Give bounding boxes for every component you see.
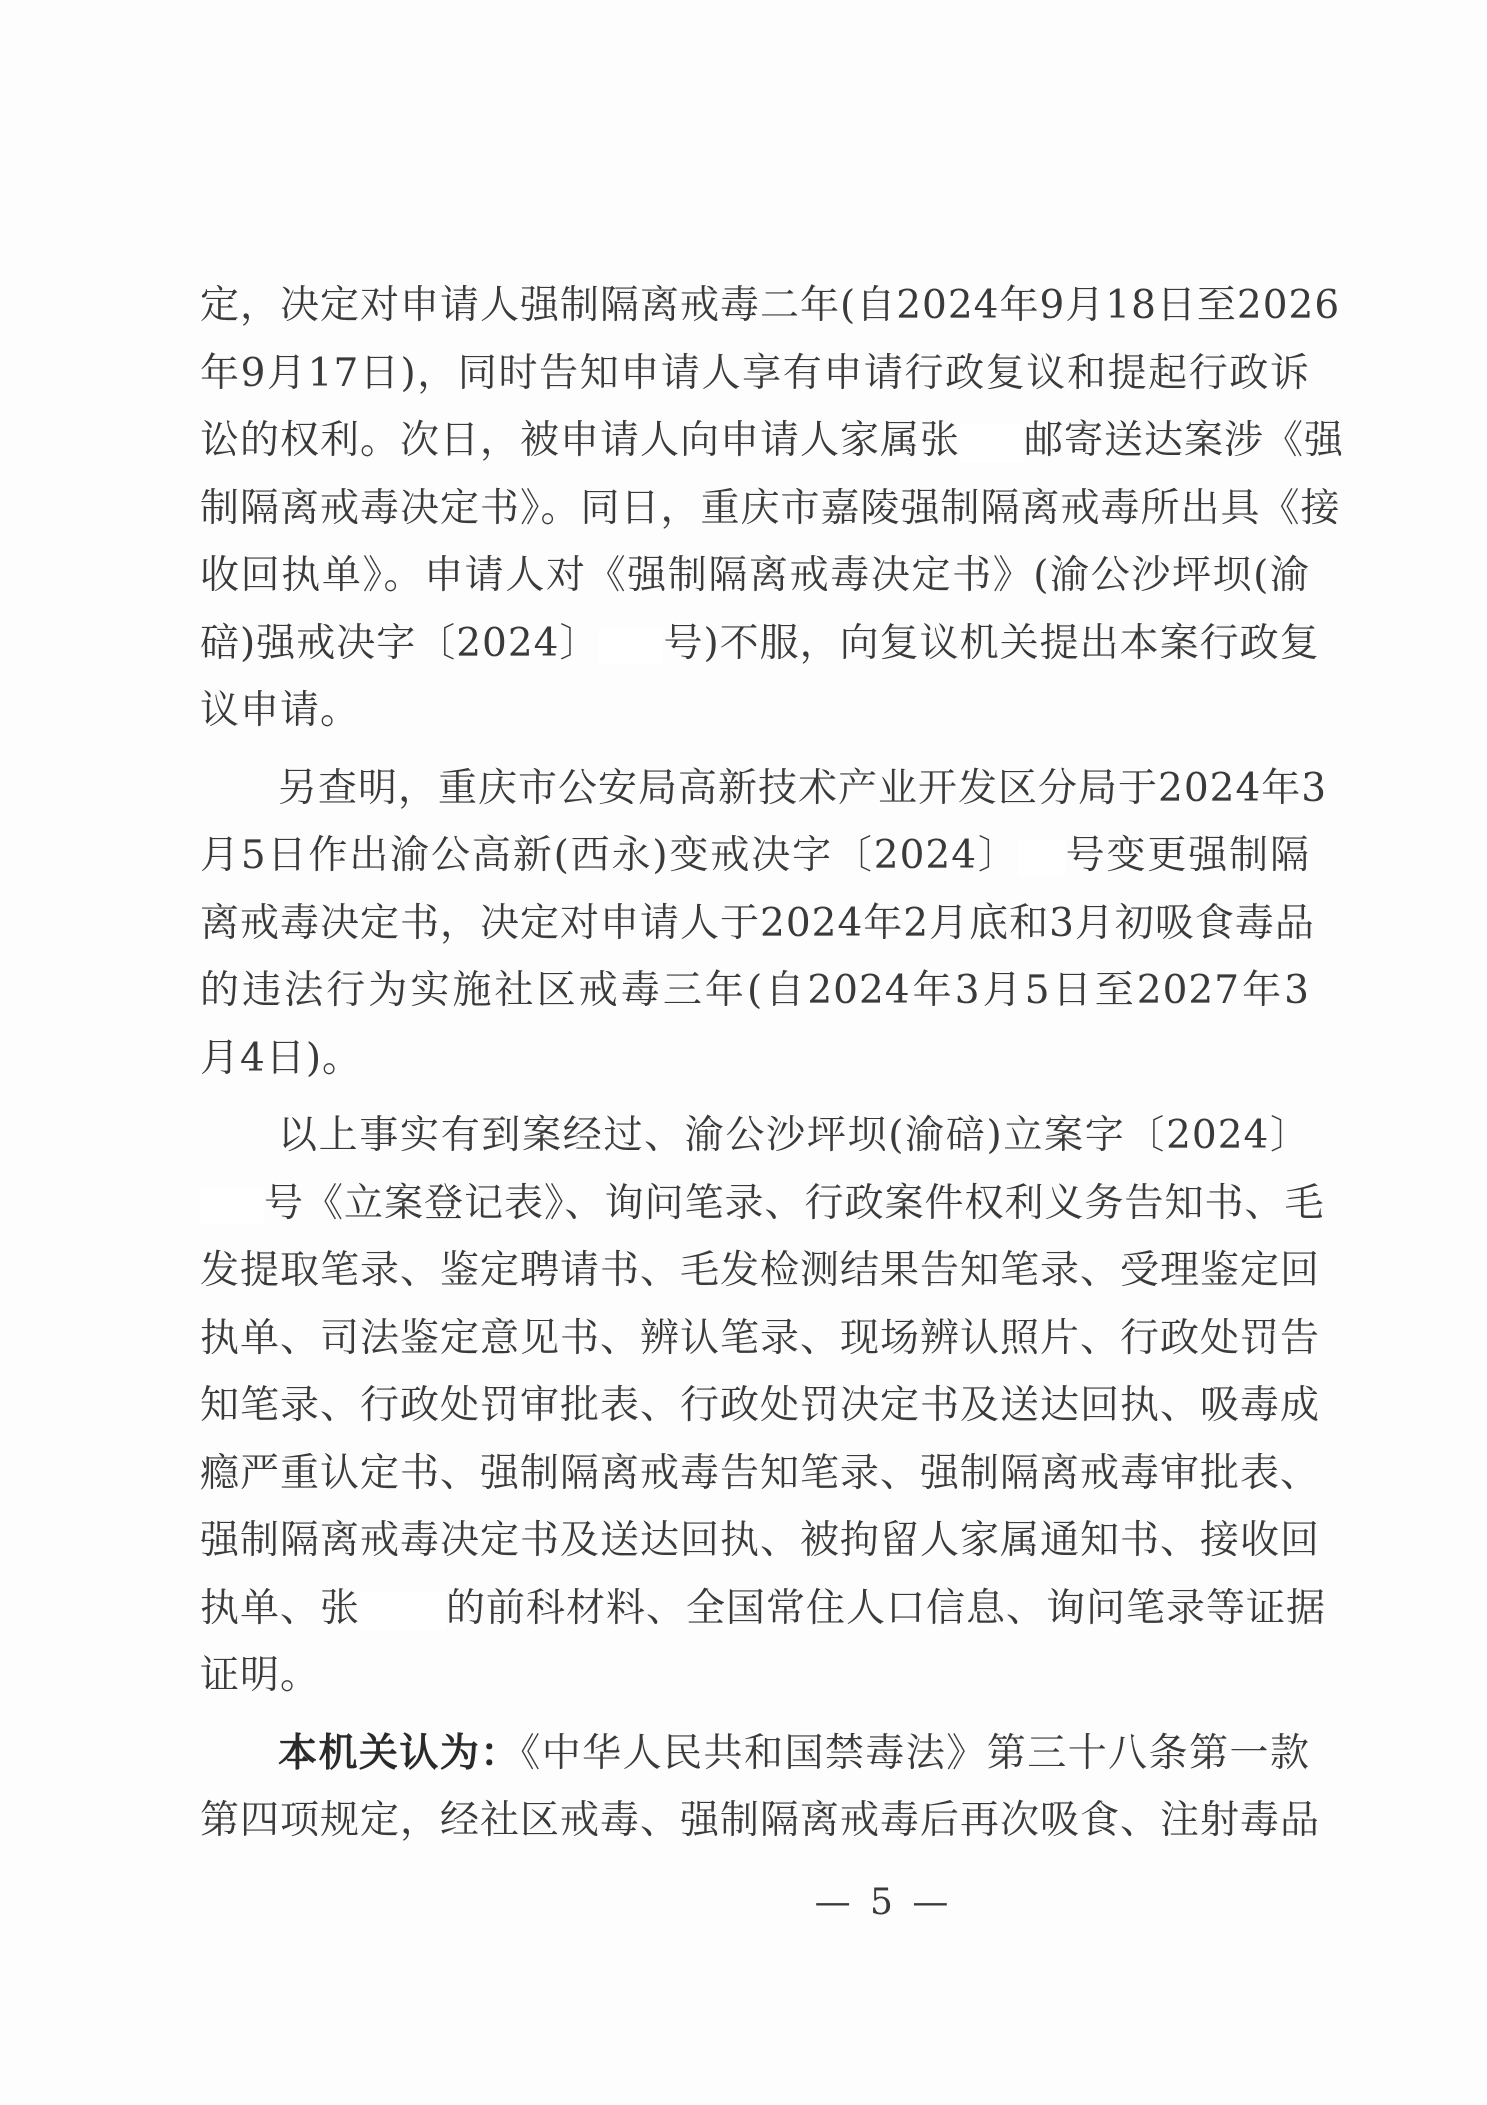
paragraph-line: 制隔离戒毒决定书》。同日，重庆市嘉陵强制隔离戒毒所出具《接 — [200, 485, 1341, 531]
document-body — [200, 272, 1345, 1855]
paragraph-line — [200, 822, 1310, 890]
paragraph-line: 离戒毒决定书，决定对申请人于2024年2月底和3月初吸食毒品 — [200, 900, 1315, 946]
paragraph-line: 收回执单》。申请人对《强制隔离戒毒决定书》(渝公沙坪坝(渝 — [200, 553, 1310, 598]
text-segment: 执单、张 — [200, 1585, 361, 1631]
text-segment: 讼的权利。次日，被申请人向申请人家属张 — [200, 418, 961, 463]
section-heading: 本机关认为： — [278, 1729, 521, 1776]
redaction-block — [599, 627, 663, 665]
text-segment: 《中华人民共和国禁毒法》第三十八条第一款 — [520, 1730, 1310, 1776]
paragraph-line: 年9月17日)，同时告知申请人享有申请行政复议和提起行政诉 — [200, 350, 1310, 396]
redaction-block — [360, 1592, 446, 1630]
text-segment: 号《立案登记表》、询问笔录、行政案件权利义务告知书、毛 — [264, 1180, 1325, 1226]
paragraph-line: 第四项规定，经社区戒毒、强制隔离戒毒后再次吸食、注射毒品 — [200, 1798, 1321, 1843]
paragraph-line: 瘾严重认定书、强制隔离戒毒告知笔录、强制隔离戒毒审批表、 — [200, 1450, 1321, 1496]
paragraph-line: 另查明，重庆市公安局高新技术产业开发区分局于2024年3 — [278, 765, 1328, 811]
redaction-block — [960, 424, 1024, 462]
text-segment: 碚)强戒决字〔2024〕 — [200, 620, 600, 666]
paragraph-line: 议申请。 — [200, 688, 361, 733]
text-segment: 号变更强制隔 — [1064, 833, 1310, 878]
paragraph-line: 强制隔离戒毒决定书及送达回执、被拘留人家属通知书、接收回 — [200, 1518, 1321, 1563]
paragraph-line: 知笔录、行政处罚审批表、行政处罚决定书及送达回执、吸毒成 — [200, 1383, 1321, 1428]
paragraph-line: 执单、司法鉴定意见书、辨认笔录、现场辨认照片、行政处罚告 — [200, 1315, 1321, 1361]
paragraph-line — [200, 1575, 1327, 1643]
text-segment: 号)不服，向复议机关提出本案行政复 — [663, 620, 1320, 666]
redaction-block — [1019, 839, 1065, 877]
paragraph-line — [200, 407, 1345, 475]
paragraph-line: 以上事实有到案经过、渝公沙坪坝(渝碚)立案字〔2024〕 — [278, 1113, 1310, 1158]
redaction-block — [200, 1187, 264, 1225]
paragraph-line: 证明。 — [200, 1653, 321, 1698]
paragraph-line — [200, 1720, 1310, 1788]
paragraph-line: 定，决定对申请人强制隔离戒毒二年(自2024年9月18日至2026 — [200, 283, 1341, 328]
text-segment: 的前科材料、全国常住人口信息、询问笔录等证据 — [446, 1585, 1327, 1631]
paragraph-line: 的违法行为实施社区戒毒三年(自2024年3月5日至2027年3 — [200, 968, 1310, 1013]
paragraph-line: 月4日)。 — [200, 1035, 363, 1081]
text-segment: 月5日作出渝公高新(西永)变戒决字〔2024〕 — [200, 833, 1019, 878]
page-number: — 5 — — [814, 1882, 953, 1923]
paragraph-line: 发提取笔录、鉴定聘请书、毛发检测结果告知笔录、受理鉴定回 — [200, 1248, 1321, 1293]
paragraph-line — [200, 1170, 1325, 1238]
paragraph-line — [200, 610, 1320, 678]
text-segment: 邮寄送达案涉《强 — [1024, 418, 1345, 463]
